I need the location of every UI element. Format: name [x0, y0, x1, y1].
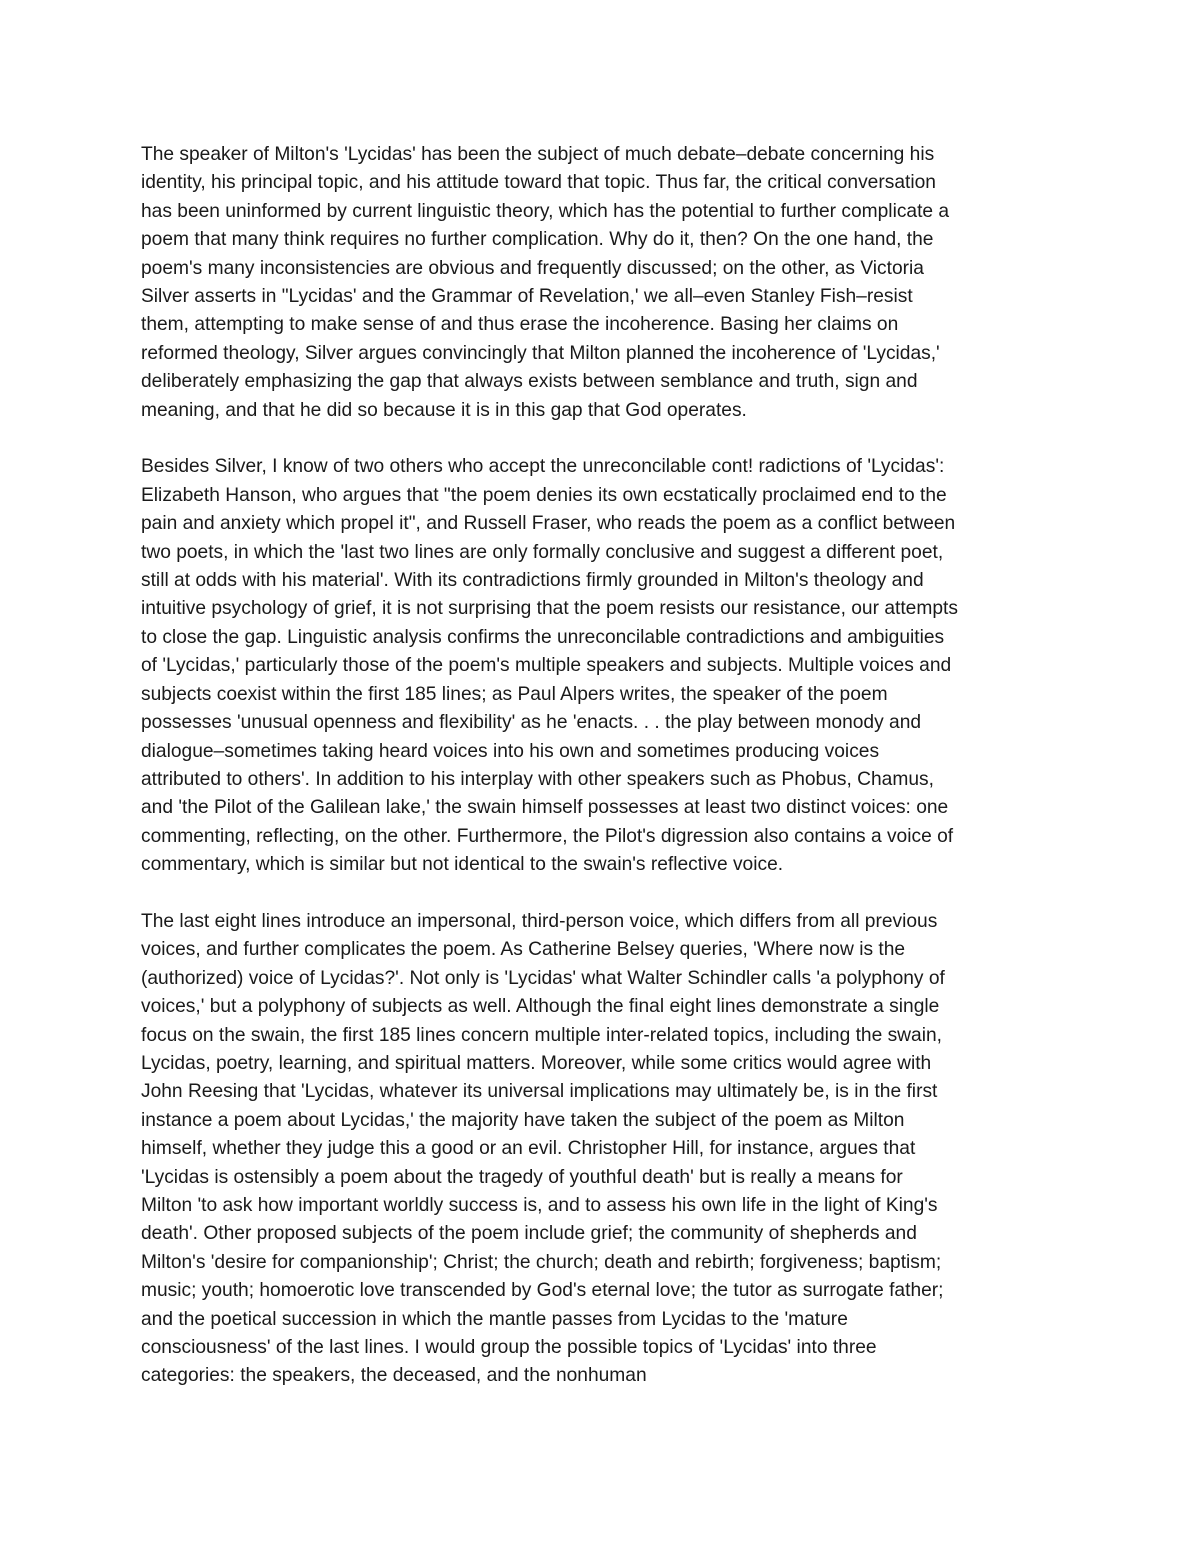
- document-body: [141, 141, 1071, 1419]
- paragraph-2: Besides Silver, I know of two others who accept the unreconcilable cont! radictions of 'Lycidas': Elizabeth Hanson, who argues that "the poem denies its own ecstatically proclaimed end to the pain and anxiety which propel it", and Russell Fraser, who reads the poem as a conflict between two poets, in which the 'last two lines are only formally conclusive and suggest a different poet, still at odds with his material'. With its contradictions firmly grounded in Milton's theology and intuitive psychology of grief, it is not surprising that the poem resists our resistance, our attempts to close the gap. Linguistic analysis confirms the unreconcilable contradictions and ambiguities of 'Lycidas,' particularly those of the poem's multiple speakers and subjects. Multiple voices and subjects coexist within the first 185 lines; as Paul Alpers writes, the speaker of the poem possesses 'unusual openness and flexibility' as he 'enacts. . . the play between monody and dialogue–sometimes taking heard voices into his own and sometimes producing voices attributed to others'. In addition to his interplay with other speakers such as Phobus, Chamus, and 'the Pilot of the Galilean lake,' the swain himself possesses at least two distinct voices: one commenting, reflecting, on the other. Furthermore, the Pilot's digression also contains a voice of commentary, which is similar but not identical to the swain's reflective voice.: [141, 456, 958, 876]
- paragraph-3: The last eight lines introduce an impersonal, third-person voice, which differs from all previous voices, and further complicates the poem. As Catherine Belsey queries, 'Where now is the (authorized) voice of Lycidas?'. Not only is 'Lycidas' what Walter Schindler calls 'a polyphony of voices,' but a polyphony of subjects as well. Although the final eight lines demonstrate a single focus on the swain, the first 185 lines concern multiple inter-related topics, including the swain, Lycidas, poetry, learning, and spiritual matters. Moreover, while some critics would agree with John Reesing that 'Lycidas, whatever its universal implications may ultimately be, is in the first instance a poem about Lycidas,' the majority have taken the subject of the poem as Milton himself, whether they judge this a good or an evil. Christopher Hill, for instance, argues that 'Lycidas is ostensibly a poem about the tragedy of youthful death' but is really a means for Milton 'to ask how important worldly success is, and to assess his own life in the light of King's death'. Other proposed subjects of the poem include grief; the community of shepherds and Milton's 'desire for companionship'; Christ; the church; death and rebirth; forgiveness; baptism; music; youth; homoerotic love transcended by God's eternal love; the tutor as surrogate father; and the poetical succession in which the mantle passes from Lycidas to the 'mature consciousness' of the last lines. I would group the possible topics of 'Lycidas' into three categories: the speakers, the deceased, and the nonhuman: [141, 910, 945, 1387]
- paragraph-1: The speaker of Milton's 'Lycidas' has been the subject of much debate–debate concerning his identity, his principal topic, and his attitude toward that topic. Thus far, the critical conversation has been uninformed by current linguistic theory, which has the potential to further complicate a poem that many think requires no further complication. Why do it, then? On the one hand, the poem's many inconsistencies are obvious and frequently discussed; on the other, as Victoria Silver asserts in "Lycidas' and the Grammar of Revelation,' we all–even Stanley Fish–resist them, attempting to make sense of and thus erase the incoherence. Basing her claims on reformed theology, Silver argues convincingly that Milton planned the incoherence of 'Lycidas,' deliberately emphasizing the gap that always exists between semblance and truth, sign and meaning, and that he did so because it is in this gap that God operates.: [141, 144, 950, 421]
